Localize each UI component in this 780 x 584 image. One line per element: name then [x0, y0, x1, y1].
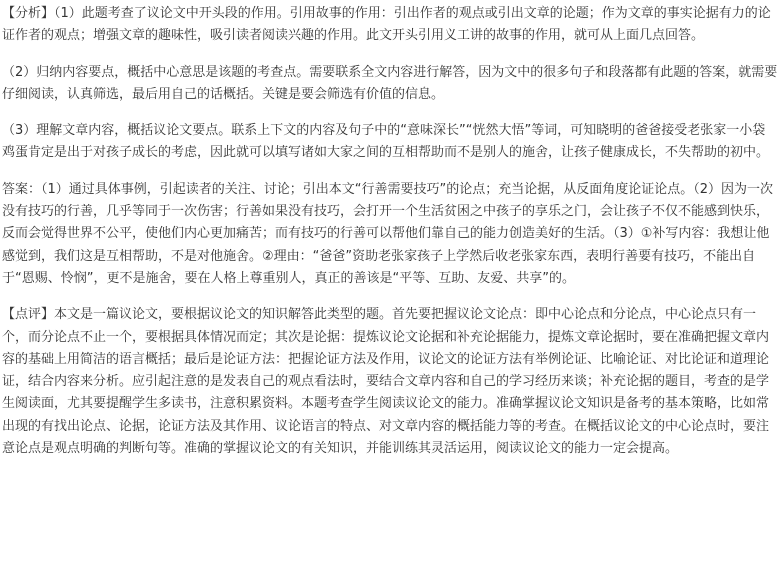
- paragraph-gap: [2, 290, 780, 304]
- answer-paragraph: 答案：（1）通过具体事例，引起读者的关注、讨论；引出本文“行善需要技巧”的论点；充当论据，从反面角度论证论点。（2）因为一次没有技巧的行善，几乎等同于一次伤害；行善如果没有技巧，会打开一个生活贫困之中孩子的享乐之门，会让孩子不仅不能感到快乐，反而会觉得世界不公平，使他们内心更加痛苦；而有技巧的行善可以帮他们靠自己的能力创造美好的生活。（3）①补写内容：我想让他感觉到，我们这是互相帮助，不是对他施舍。②理由：“爸爸”资助老张家孩子上学然后收老张家东西，表明行善要有技巧，不能出自于“恩赐、怜悯”，更不是施舍，要在人格上尊重别人，真正的善该是“平等、互助、友爱、共享”的。: [2, 181, 774, 286]
- paragraph-gap: [2, 165, 780, 179]
- comment-paragraph: 【点评】本文是一篇议论文，要根据议论文的知识解答此类型的题。首先要把握议论文论点：即中心论点和分论点，中心论点只有一个，而分论点不止一个，要根据具体情况而定；其次是论据：提炼议论文论据和补充论据能力，提炼文章论据时，要在准确把握文章内容的基础上用简洁的语言概括；最后是论证方法：把握论证方法及作用，议论文的论证方法有举例论证、比喻论证、对比论证和道理论证，结合内容来分析。应引起注意的是发表自己的观点看法时，要结合文章内容和自己的学习经历来谈；补充论据的题目，考查的是学生阅读面，尤其要提醒学生多读书，注意积累资料。本题考查学生阅读议论文的能力。准确掌握议论文知识是备考的基本策略，比如常出现的有找出论点、论据，论证方法及其作用、议论语言的特点、对文章内容的概括能力等的考查。在概括议论文的中心论点时，要注意论点是观点明确的判断句等。准确的掌握议论文的有关知识，并能训练其灵活运用，阅读议论文的能力一定会提高。: [2, 307, 770, 457]
- analysis-paragraph-1: 【分析】（1）此题考查了议论文中开头段的作用。引用故事的作用：引出作者的观点或引出文章的论题；作为文章的事实论据有力的论证作者的观点；增强文章的趣味性，吸引读者阅读兴趣的作用。此文开头引用义工讲的故事的作用，就可从上面几点回答。: [2, 6, 771, 44]
- analysis-paragraph-2: （2）归纳内容要点，概括中心意思是该题的考查点。需要联系全文内容进行解答，因为文中的很多句子和段落都有此题的答案，就需要仔细阅读，认真筛选，最后用自己的话概括。关键是要会筛选有价值的信息。: [2, 64, 778, 102]
- analysis-paragraph-3: （3）理解文章内容，概括议论文要点。联系上下文的内容及句子中的“意味深长”“恍然大悟”等词，可知晓明的爸爸接受老张家一小袋鸡蛋肯定是出于对孩子成长的考虑，因此就可以填写诸如大家之间的互相帮助而不是别人的施舍，让孩子健康成长，不失帮助的初中。: [2, 123, 770, 161]
- paragraph-gap: [2, 106, 780, 120]
- paragraph-gap: [2, 48, 780, 62]
